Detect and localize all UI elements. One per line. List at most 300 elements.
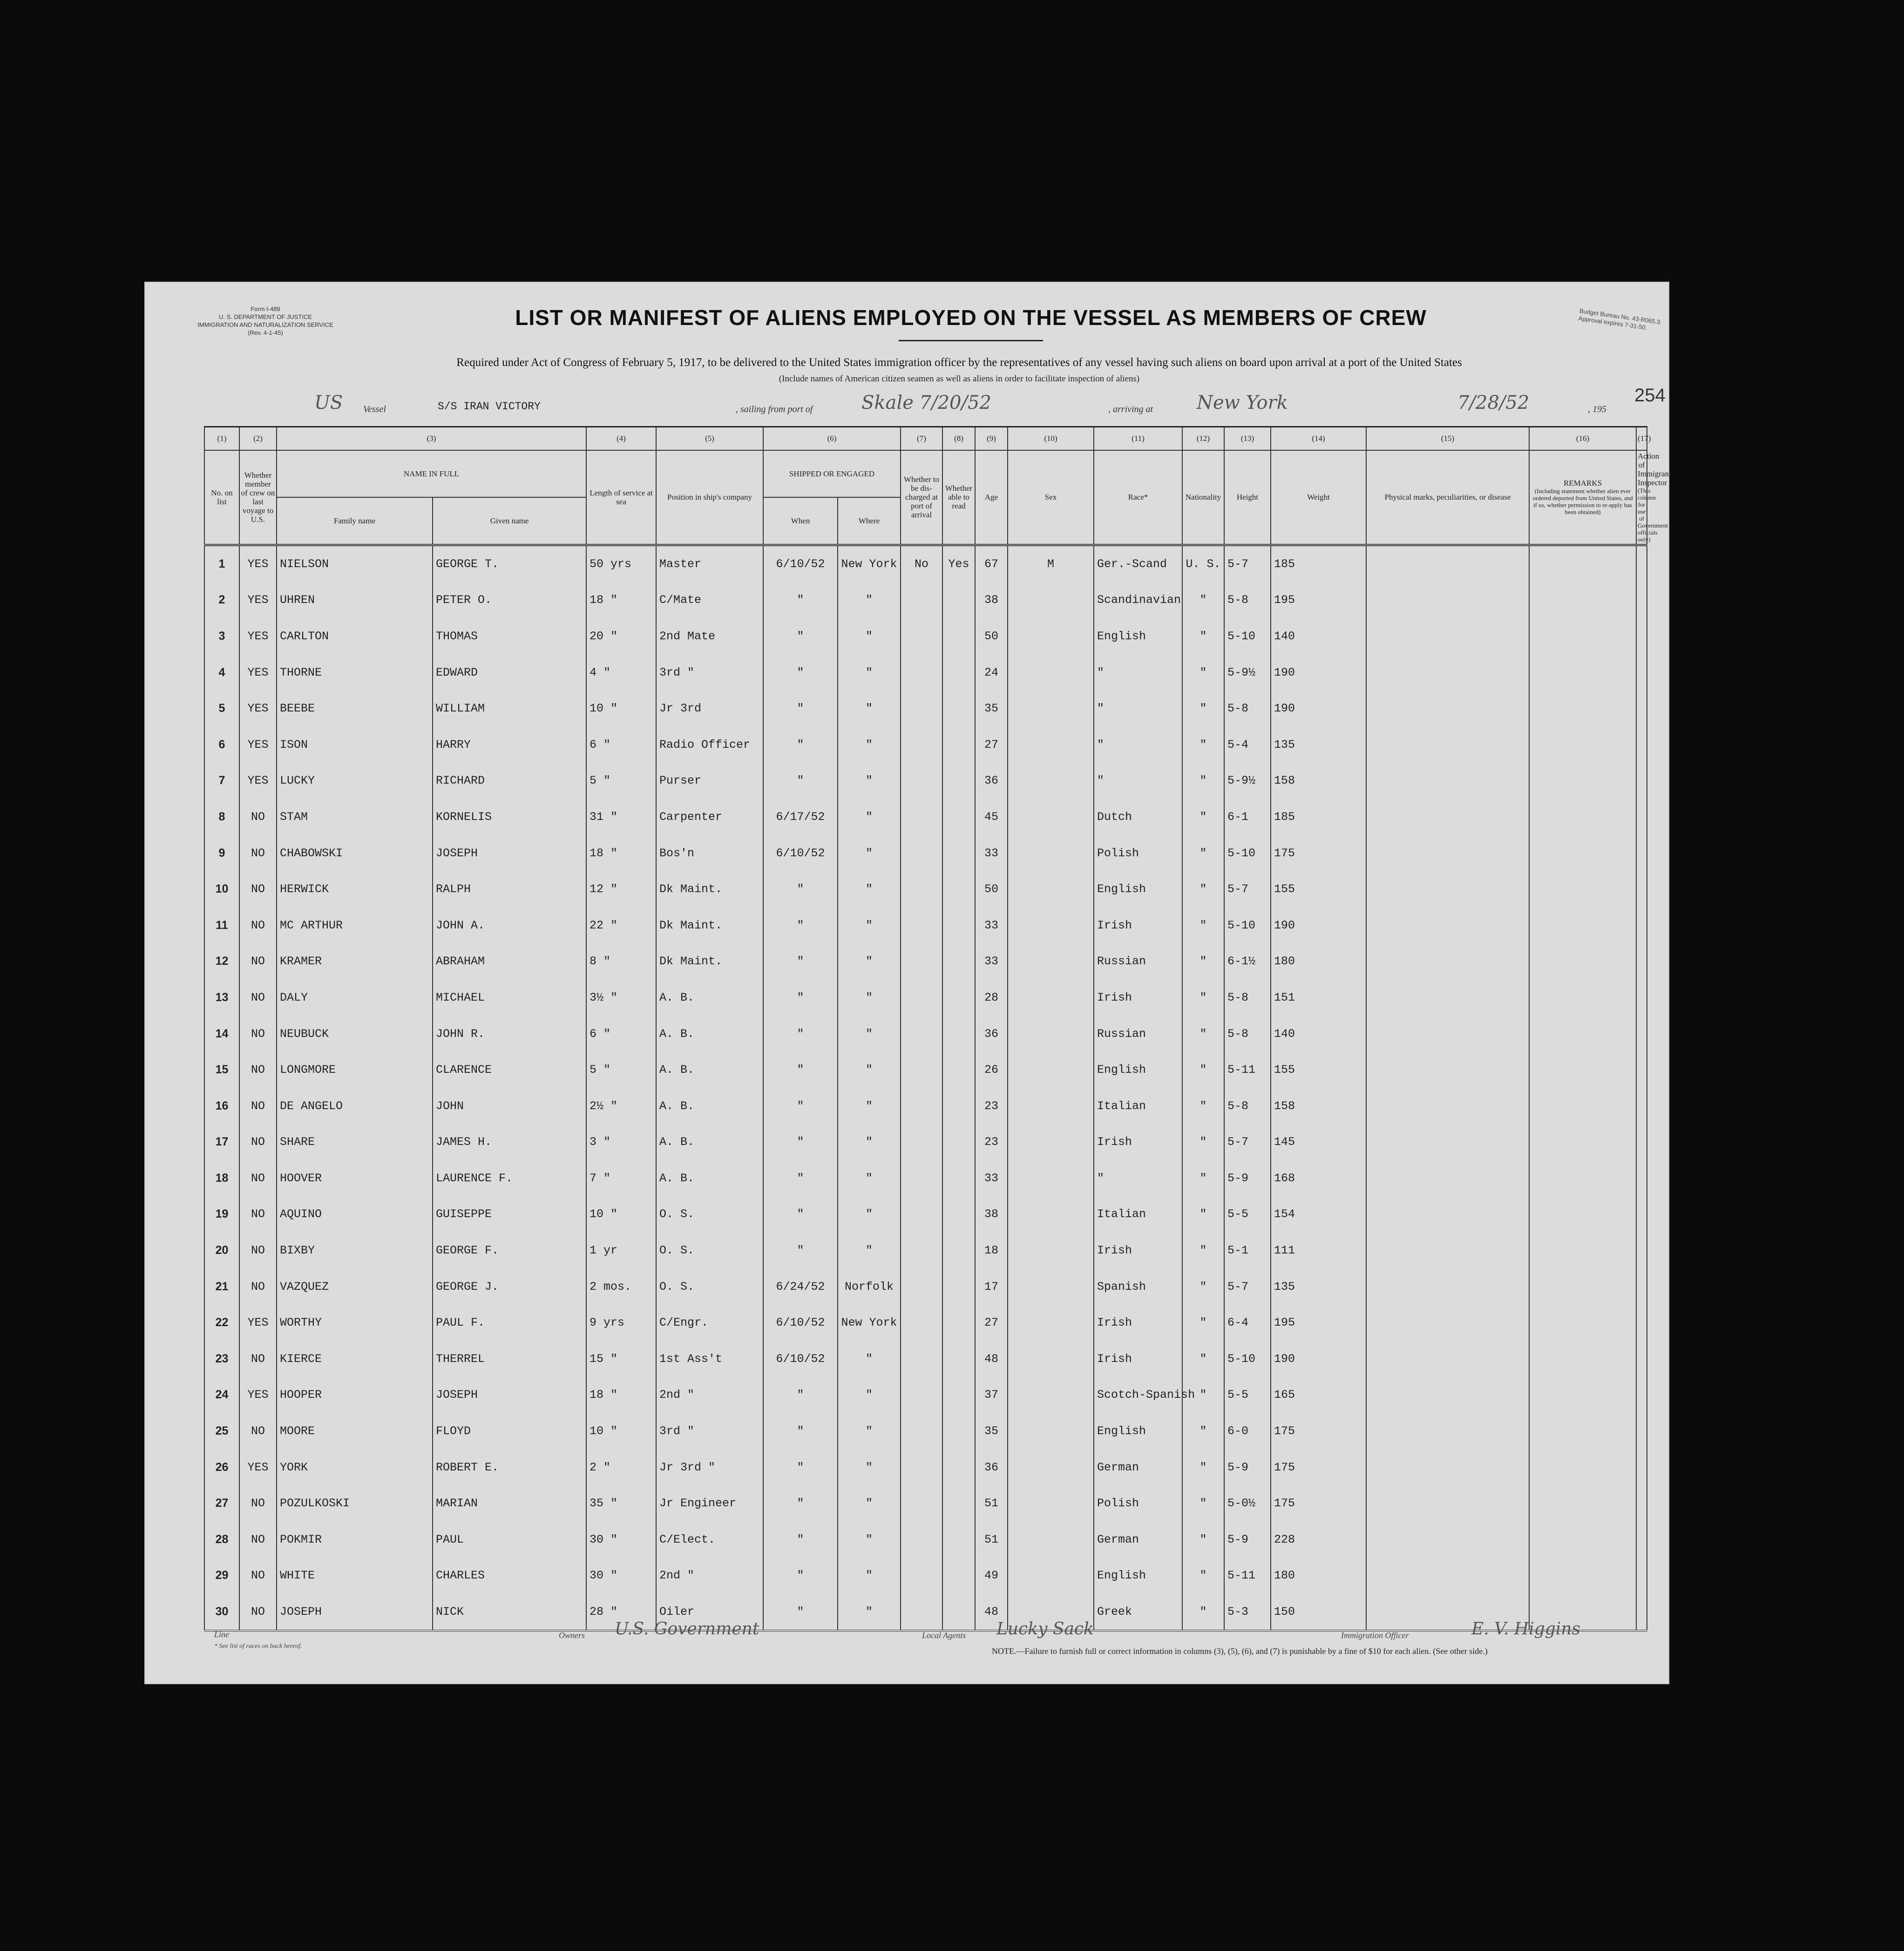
family-name-cell: HOOVER [277, 1160, 433, 1197]
family-name-cell: VAZQUEZ [277, 1268, 433, 1305]
age-cell: 33 [975, 835, 1008, 871]
inspector-action-cell [1636, 1413, 1647, 1450]
arrival-date: 7/28/52 [1457, 392, 1530, 413]
col-header-remarks [1529, 450, 1636, 545]
sex-cell [1008, 691, 1094, 727]
race-cell: Polish [1094, 1485, 1182, 1522]
weight-cell: 140 [1271, 618, 1366, 655]
remarks-cell [1529, 1413, 1636, 1450]
position-cell: Dk Maint. [656, 871, 763, 908]
col-header-service: Length of service at sea [586, 450, 656, 545]
sex-cell [1008, 1558, 1094, 1594]
remarks-cell [1529, 871, 1636, 908]
sex-cell: M [1008, 545, 1094, 582]
member-last-voyage-cell: YES [239, 1305, 277, 1341]
shipped-where-cell: " [838, 1594, 901, 1631]
race-cell: Dutch [1094, 799, 1182, 835]
row-number-cell: 12 [204, 943, 239, 980]
shipped-where-cell: " [838, 1558, 901, 1594]
given-name-cell: LAURENCE F. [433, 1160, 586, 1197]
nationality-cell: " [1182, 726, 1224, 763]
weight-cell: 145 [1271, 1124, 1366, 1160]
able-to-read-cell [942, 907, 975, 943]
given-name-cell: PAUL F. [433, 1305, 586, 1341]
weight-cell: 190 [1271, 691, 1366, 727]
shipped-where-cell: " [838, 943, 901, 980]
race-cell: German [1094, 1522, 1182, 1558]
discharged-cell [901, 1594, 942, 1631]
given-name-cell: JOSEPH [433, 1377, 586, 1413]
nationality-cell: " [1182, 1268, 1224, 1305]
row-number-cell: 29 [204, 1558, 239, 1594]
nationality-cell: " [1182, 943, 1224, 980]
shipped-when-cell: " [763, 618, 838, 655]
able-to-read-cell [942, 943, 975, 980]
weight-cell: 155 [1271, 1052, 1366, 1088]
family-name-cell: DALY [277, 980, 433, 1016]
row-number-cell: 15 [204, 1052, 239, 1088]
inspector-action-cell [1636, 1052, 1647, 1088]
inspector-action-cell [1636, 726, 1647, 763]
age-cell: 51 [975, 1522, 1008, 1558]
race-cell: English [1094, 1558, 1182, 1594]
inspector-action-cell [1636, 1377, 1647, 1413]
height-cell: 5-8 [1224, 1088, 1271, 1124]
col-header-nationality: Nationality [1182, 450, 1224, 545]
action-subtitle: (This column for use of Government officials only) [1638, 487, 1668, 543]
member-last-voyage-cell: YES [239, 691, 277, 727]
inspector-action-cell [1636, 1233, 1647, 1269]
shipped-when-cell: " [763, 1594, 838, 1631]
row-number-cell: 1 [204, 545, 239, 582]
sex-cell [1008, 943, 1094, 980]
nationality-cell: U. S. [1182, 545, 1224, 582]
family-name-cell: KRAMER [277, 943, 433, 980]
shipped-when-cell: " [763, 1558, 838, 1594]
inspector-action-cell [1636, 980, 1647, 1016]
weight-cell: 151 [1271, 980, 1366, 1016]
shipped-when-cell: " [763, 871, 838, 908]
shipped-where-cell: " [838, 1485, 901, 1522]
row-number-cell: 13 [204, 980, 239, 1016]
age-cell: 49 [975, 1558, 1008, 1594]
shipped-where-cell: " [838, 618, 901, 655]
row-number-cell: 6 [204, 726, 239, 763]
nationality-cell: " [1182, 1088, 1224, 1124]
remarks-cell [1529, 654, 1636, 691]
position-cell: 3rd " [656, 1413, 763, 1450]
shipped-where-cell: " [838, 726, 901, 763]
given-name-cell: MARIAN [433, 1485, 586, 1522]
member-last-voyage-cell: YES [239, 618, 277, 655]
age-cell: 50 [975, 871, 1008, 908]
position-cell: 2nd Mate [656, 618, 763, 655]
member-last-voyage-cell: NO [239, 1124, 277, 1160]
discharged-cell [901, 726, 942, 763]
able-to-read-cell [942, 980, 975, 1016]
age-cell: 27 [975, 726, 1008, 763]
shipped-when-cell: " [763, 1160, 838, 1197]
family-name-cell: DE ANGELO [277, 1088, 433, 1124]
discharged-cell [901, 1558, 942, 1594]
sex-cell [1008, 980, 1094, 1016]
col-header-8-num: (8) [942, 427, 975, 450]
table-row [204, 1268, 1647, 1305]
nationality-cell: " [1182, 691, 1224, 727]
nationality-cell: " [1182, 1016, 1224, 1052]
nationality-cell: " [1182, 654, 1224, 691]
sex-cell [1008, 763, 1094, 799]
able-to-read-cell [942, 1413, 975, 1450]
position-cell: Dk Maint. [656, 943, 763, 980]
service-length-cell: 7 " [586, 1160, 656, 1197]
nationality-cell: " [1182, 1413, 1224, 1450]
shipped-when-cell: " [763, 691, 838, 727]
discharged-cell [901, 799, 942, 835]
height-cell: 5-7 [1224, 545, 1271, 582]
agents-signature: Lucky Sack [996, 1619, 1094, 1639]
shipped-when-cell: " [763, 907, 838, 943]
col-header-1-num: (1) [204, 427, 239, 450]
family-name-cell: BEEBE [277, 691, 433, 727]
family-name-cell: STAM [277, 799, 433, 835]
age-cell: 51 [975, 1485, 1008, 1522]
member-last-voyage-cell: NO [239, 799, 277, 835]
table-row [204, 1233, 1647, 1269]
member-last-voyage-cell: NO [239, 1016, 277, 1052]
given-name-cell: KORNELIS [433, 799, 586, 835]
shipped-when-cell: " [763, 1233, 838, 1269]
col-header-11-num: (11) [1094, 427, 1182, 450]
able-to-read-cell [942, 799, 975, 835]
member-last-voyage-cell: NO [239, 1088, 277, 1124]
physical-marks-cell [1366, 654, 1529, 691]
member-last-voyage-cell: NO [239, 980, 277, 1016]
member-last-voyage-cell: NO [239, 1341, 277, 1377]
remarks-cell [1529, 1268, 1636, 1305]
col-header-10-num: (10) [1008, 427, 1094, 450]
physical-marks-cell [1366, 1196, 1529, 1233]
sex-cell [1008, 582, 1094, 618]
table-row [204, 1377, 1647, 1413]
shipped-where-cell: " [838, 582, 901, 618]
physical-marks-cell [1366, 618, 1529, 655]
given-name-cell: NICK [433, 1594, 586, 1631]
remarks-cell [1529, 1196, 1636, 1233]
age-cell: 28 [975, 980, 1008, 1016]
col-header-race: Race* [1094, 450, 1182, 545]
physical-marks-cell [1366, 835, 1529, 871]
col-header-4-num: (4) [586, 427, 656, 450]
family-name-cell: KIERCE [277, 1341, 433, 1377]
service-length-cell: 10 " [586, 1413, 656, 1450]
family-name-cell: CARLTON [277, 618, 433, 655]
sex-cell [1008, 1449, 1094, 1485]
vessel-label: Vessel [363, 404, 386, 414]
given-name-cell: EDWARD [433, 654, 586, 691]
sex-cell [1008, 799, 1094, 835]
col-header-2-num: (2) [239, 427, 277, 450]
nationality-cell: " [1182, 907, 1224, 943]
family-name-cell: MC ARTHUR [277, 907, 433, 943]
able-to-read-cell [942, 654, 975, 691]
given-name-cell: JAMES H. [433, 1124, 586, 1160]
family-name-cell: JOSEPH [277, 1594, 433, 1631]
sex-cell [1008, 1377, 1094, 1413]
sex-cell [1008, 1233, 1094, 1269]
family-name-cell: HERWICK [277, 871, 433, 908]
service-length-cell: 18 " [586, 835, 656, 871]
row-number-cell: 18 [204, 1160, 239, 1197]
weight-cell: 195 [1271, 1305, 1366, 1341]
age-cell: 24 [975, 654, 1008, 691]
given-name-cell: JOSEPH [433, 835, 586, 871]
family-name-cell: LUCKY [277, 763, 433, 799]
height-cell: 5-9 [1224, 1160, 1271, 1197]
member-last-voyage-cell: NO [239, 835, 277, 871]
physical-marks-cell [1366, 943, 1529, 980]
height-cell: 5-9½ [1224, 654, 1271, 691]
arriving-label: , arriving at [1108, 404, 1153, 414]
table-row [204, 763, 1647, 799]
height-cell: 5-10 [1224, 618, 1271, 655]
service-length-cell: 30 " [586, 1558, 656, 1594]
sex-cell [1008, 1160, 1094, 1197]
row-number-cell: 23 [204, 1341, 239, 1377]
age-cell: 27 [975, 1305, 1008, 1341]
shipped-where-cell: " [838, 654, 901, 691]
weight-cell: 140 [1271, 1016, 1366, 1052]
family-name-cell: HOOPER [277, 1377, 433, 1413]
page-title: LIST OR MANIFEST OF ALIENS EMPLOYED ON THE VESSEL AS MEMBERS OF CREW [515, 305, 1427, 330]
age-cell: 48 [975, 1594, 1008, 1631]
discharged-cell [901, 835, 942, 871]
member-last-voyage-cell: NO [239, 1485, 277, 1522]
table-row [204, 1088, 1647, 1124]
discharged-cell [901, 1449, 942, 1485]
position-cell: O. S. [656, 1196, 763, 1233]
discharged-cell [901, 1377, 942, 1413]
shipped-where-cell: " [838, 691, 901, 727]
family-name-cell: MOORE [277, 1413, 433, 1450]
inspector-action-cell [1636, 1196, 1647, 1233]
remarks-cell [1529, 835, 1636, 871]
given-name-cell: WILLIAM [433, 691, 586, 727]
service-length-cell: 3½ " [586, 980, 656, 1016]
race-cell: Russian [1094, 943, 1182, 980]
physical-marks-cell [1366, 1268, 1529, 1305]
table-row [204, 907, 1647, 943]
discharged-cell: No [901, 545, 942, 582]
row-number-cell: 14 [204, 1016, 239, 1052]
race-cell: Polish [1094, 835, 1182, 871]
given-name-cell: JOHN R. [433, 1016, 586, 1052]
inspector-action-cell [1636, 1341, 1647, 1377]
able-to-read-cell [942, 1558, 975, 1594]
inspector-action-cell [1636, 1558, 1647, 1594]
physical-marks-cell [1366, 1522, 1529, 1558]
col-header-7-num: (7) [901, 427, 942, 450]
able-to-read-cell [942, 763, 975, 799]
discharged-cell [901, 907, 942, 943]
service-length-cell: 8 " [586, 943, 656, 980]
nationality-cell: " [1182, 1305, 1224, 1341]
col-header-shipped: SHIPPED OR ENGAGED [763, 450, 901, 498]
sex-cell [1008, 1088, 1094, 1124]
row-number-cell: 19 [204, 1196, 239, 1233]
height-cell: 5-8 [1224, 582, 1271, 618]
inspector-action-cell [1636, 799, 1647, 835]
legal-requirement: Required under Act of Congress of February 5, 1917, to be delivered to the United States immigration officer by the representatives of any vessel having such aliens on board upon arrival at a port of the United States [456, 356, 1462, 369]
table-row [204, 1124, 1647, 1160]
nationality-cell: " [1182, 1052, 1224, 1088]
service-length-cell: 4 " [586, 654, 656, 691]
col-header-position: Position in ship's company [656, 450, 763, 545]
discharged-cell [901, 654, 942, 691]
weight-cell: 185 [1271, 545, 1366, 582]
given-name-cell: GEORGE F. [433, 1233, 586, 1269]
row-number-cell: 22 [204, 1305, 239, 1341]
col-header-weight: Weight [1271, 450, 1366, 545]
remarks-cell [1529, 1522, 1636, 1558]
weight-cell: 190 [1271, 907, 1366, 943]
service-length-cell: 10 " [586, 691, 656, 727]
able-to-read-cell [942, 1485, 975, 1522]
sex-cell [1008, 1522, 1094, 1558]
col-header-discharged: Whether to be dis-charged at port of arrival [901, 450, 942, 545]
table-row [204, 799, 1647, 835]
remarks-cell [1529, 582, 1636, 618]
col-header-where: Where [838, 497, 901, 545]
table-row [204, 582, 1647, 618]
service-length-cell: 18 " [586, 1377, 656, 1413]
family-name-cell: POKMIR [277, 1522, 433, 1558]
col-header-16-num: (16) [1529, 427, 1636, 450]
discharged-cell [901, 1016, 942, 1052]
remarks-cell [1529, 1377, 1636, 1413]
weight-cell: 158 [1271, 763, 1366, 799]
height-cell: 5-8 [1224, 980, 1271, 1016]
nationality-cell: " [1182, 582, 1224, 618]
physical-marks-cell [1366, 763, 1529, 799]
height-cell: 5-0½ [1224, 1485, 1271, 1522]
sex-cell [1008, 726, 1094, 763]
member-last-voyage-cell: YES [239, 1377, 277, 1413]
age-cell: 36 [975, 763, 1008, 799]
vessel-name: S/S IRAN VICTORY [438, 400, 541, 413]
title-underline [899, 340, 1043, 341]
able-to-read-cell [942, 1196, 975, 1233]
shipped-where-cell: " [838, 1052, 901, 1088]
shipped-where-cell: " [838, 799, 901, 835]
service-length-cell: 3 " [586, 1124, 656, 1160]
position-cell: 1st Ass't [656, 1341, 763, 1377]
service-length-cell: 5 " [586, 1052, 656, 1088]
col-header-sex: Sex [1008, 450, 1094, 545]
inspector-action-cell [1636, 835, 1647, 871]
table-row [204, 1196, 1647, 1233]
sex-cell [1008, 907, 1094, 943]
sex-cell [1008, 1413, 1094, 1450]
row-number-cell: 2 [204, 582, 239, 618]
member-last-voyage-cell: YES [239, 654, 277, 691]
height-cell: 5-7 [1224, 1124, 1271, 1160]
able-to-read-cell [942, 1305, 975, 1341]
height-cell: 5-9½ [1224, 763, 1271, 799]
discharged-cell [901, 1196, 942, 1233]
discharged-cell [901, 1341, 942, 1377]
table-row [204, 1052, 1647, 1088]
discharged-cell [901, 871, 942, 908]
nationality-cell: " [1182, 1522, 1224, 1558]
row-number-cell: 24 [204, 1377, 239, 1413]
nationality-cell: " [1182, 1485, 1224, 1522]
row-number-cell: 4 [204, 654, 239, 691]
nationality-cell: " [1182, 980, 1224, 1016]
inspector-action-cell [1636, 1594, 1647, 1631]
shipped-when-cell: " [763, 1413, 838, 1450]
physical-marks-cell [1366, 907, 1529, 943]
manifest-sheet [144, 282, 1669, 1684]
physical-marks-cell [1366, 1413, 1529, 1450]
row-number-cell: 30 [204, 1594, 239, 1631]
handwritten-mark: US [314, 392, 343, 413]
shipped-when-cell: " [763, 1052, 838, 1088]
col-header-given-name: Given name [433, 497, 586, 545]
age-cell: 33 [975, 907, 1008, 943]
given-name-cell: FLOYD [433, 1413, 586, 1450]
family-name-cell: CHABOWSKI [277, 835, 433, 871]
discharged-cell [901, 691, 942, 727]
service-length-cell: 15 " [586, 1341, 656, 1377]
member-last-voyage-cell: NO [239, 1233, 277, 1269]
nationality-cell: " [1182, 763, 1224, 799]
col-header-member: Whether member of crew on last voyage to U.S. [239, 450, 277, 545]
position-cell: Jr 3rd [656, 691, 763, 727]
officer-label: Immigration Officer [1341, 1631, 1409, 1640]
weight-cell: 175 [1271, 1413, 1366, 1450]
race-cell: Russian [1094, 1016, 1182, 1052]
remarks-cell [1529, 943, 1636, 980]
race-cell: " [1094, 654, 1182, 691]
age-cell: 35 [975, 1413, 1008, 1450]
weight-cell: 180 [1271, 1558, 1366, 1594]
col-header-age: Age [975, 450, 1008, 545]
height-cell: 6-4 [1224, 1305, 1271, 1341]
weight-cell: 111 [1271, 1233, 1366, 1269]
physical-marks-cell [1366, 980, 1529, 1016]
discharged-cell [901, 1413, 942, 1450]
discharged-cell [901, 1233, 942, 1269]
sex-cell [1008, 871, 1094, 908]
family-name-cell: SHARE [277, 1124, 433, 1160]
inspector-action-cell [1636, 1522, 1647, 1558]
service-length-cell: 2 mos. [586, 1268, 656, 1305]
form-identifier: Form I-489 U. S. DEPARTMENT OF JUSTICE IMMIGRATION AND NATURALIZATION SERVICE (Rev. 4-1-45) [197, 305, 333, 336]
col-header-no: No. on list [204, 450, 239, 545]
remarks-cell [1529, 1449, 1636, 1485]
shipped-where-cell: " [838, 1160, 901, 1197]
race-cell: English [1094, 1052, 1182, 1088]
able-to-read-cell [942, 1594, 975, 1631]
height-cell: 5-7 [1224, 871, 1271, 908]
shipped-when-cell: " [763, 654, 838, 691]
given-name-cell: PETER O. [433, 582, 586, 618]
member-last-voyage-cell: NO [239, 1594, 277, 1631]
race-cell: Italian [1094, 1088, 1182, 1124]
service-length-cell: 50 yrs [586, 545, 656, 582]
age-cell: 48 [975, 1341, 1008, 1377]
